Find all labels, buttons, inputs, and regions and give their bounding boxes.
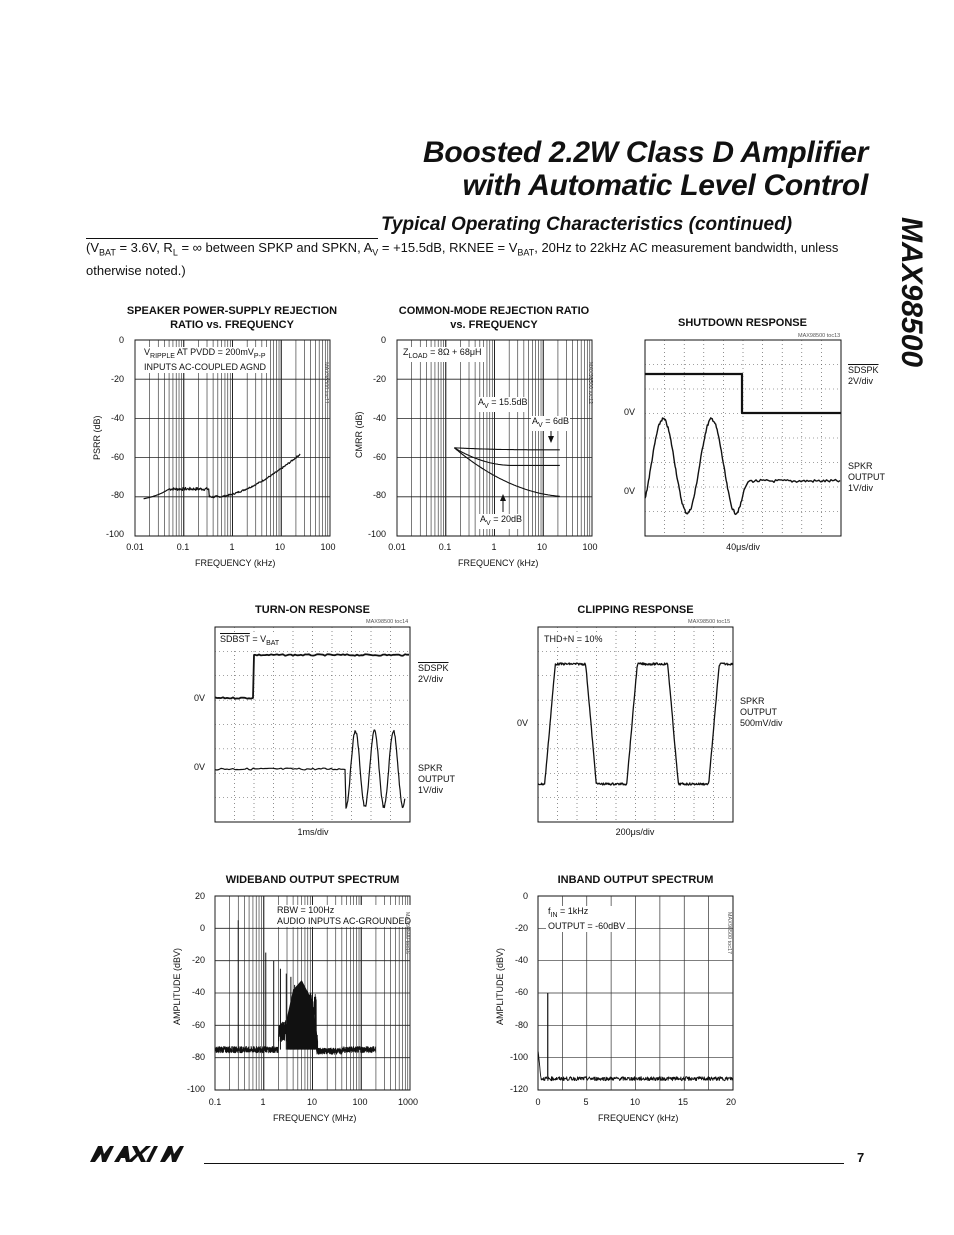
turnon-zero-1: 0V	[194, 693, 206, 703]
cmrr-ylabel: CMRR (dB)	[354, 411, 364, 458]
shutdown-timebase: 40μs/div	[726, 542, 760, 552]
turnon-scope	[215, 627, 410, 822]
cmrr-ytick: -20	[372, 374, 386, 384]
cmrr-xtick: 0.1	[438, 542, 452, 552]
cmrr-av-15-5db: $A_V = 15.5dB$	[478, 397, 528, 410]
psrr-xtick: 100	[320, 542, 336, 552]
sdspk-trace	[645, 374, 841, 413]
inband-note: $f_{IN} = 1kHz$ OUTPUT = -60dBV	[548, 906, 626, 931]
document-title	[423, 136, 868, 202]
side-part-number	[896, 215, 926, 405]
wideband-ytick: -60	[191, 1020, 205, 1030]
inband-ytick: -40	[514, 955, 528, 965]
cmrr-note: $Z_{LOAD} = 8\Omega + 68\mu H$	[403, 347, 482, 360]
clipping-zero: 0V	[517, 718, 529, 728]
wideband-ytick: -80	[191, 1052, 205, 1062]
clipping-chart-title: CLIPPING RESPONSE	[577, 604, 694, 616]
inband-xtick: 0	[535, 1097, 541, 1107]
turnon-chart-title: TURN-ON RESPONSE	[255, 604, 370, 616]
psrr-xlabel: FREQUENCY (kHz)	[195, 558, 276, 568]
cmrr-code: MAX98500 toc12	[587, 361, 594, 405]
psrr-ytick: -60	[110, 452, 124, 462]
psrr-ytick: -40	[110, 413, 124, 423]
shutdown-scope	[645, 340, 841, 536]
part-number: MAX98500	[895, 217, 928, 368]
shutdown-chart-title: SHUTDOWN RESPONSE	[678, 317, 807, 329]
psrr-note: $V_{RIPPLE}$ AT PVDD = $200mV_{P-P}$ INPUTS AC-COUPLED AGND	[144, 347, 267, 372]
inband-ytick: -80	[514, 1020, 528, 1030]
inband-chart-title: INBAND OUTPUT SPECTRUM	[557, 874, 714, 886]
cmrr-xlabel: FREQUENCY (kHz)	[458, 558, 539, 568]
cmrr-av-20db: $A_V = 20dB$	[480, 514, 522, 527]
switching-noise-band	[287, 980, 318, 1050]
inband-code: MAX98500 toc17	[726, 911, 733, 955]
turnon-ch2-label: SPKR OUTPUT 1V/div	[418, 763, 455, 795]
section-heading: Typical Operating Characteristics (continued)	[381, 214, 793, 235]
cmrr-xtick: 100	[582, 542, 598, 552]
inband-ytick: 0	[522, 891, 528, 901]
annotation-arrowhead	[500, 494, 506, 501]
cmrr-xtick: 10	[536, 542, 547, 552]
wideband-chart-title: WIDEBAND OUTPUT SPECTRUM	[225, 874, 400, 886]
psrr-ylabel: PSRR (dB)	[92, 415, 102, 460]
clipping-scope	[538, 627, 733, 822]
cmrr-ytick: 0	[380, 335, 386, 345]
speaker-output-trace	[645, 418, 840, 515]
shutdown-ch1-label: SDSPK 2V/div	[848, 365, 879, 386]
psrr-ytick: -80	[110, 490, 124, 500]
clipping-ch-label: SPKR OUTPUT 500mV/div	[740, 696, 783, 728]
inband-ytick: -60	[514, 987, 528, 997]
turnon-code: MAX98500 toc14	[366, 619, 409, 625]
maxim-logo	[88, 1142, 200, 1166]
inband-ytick: -100	[509, 1052, 528, 1062]
speaker-output-trace	[215, 730, 405, 808]
cmrr-curve-6db	[454, 448, 560, 466]
clipping-timebase: 200μs/div	[615, 827, 655, 837]
shutdown-ch2-label: SPKR OUTPUT 1V/div	[848, 461, 885, 493]
wideband-ytick: 0	[199, 923, 205, 933]
psrr-xtick: 1	[229, 542, 235, 552]
inband-xtick: 10	[629, 1097, 640, 1107]
inband-xlabel: FREQUENCY (kHz)	[598, 1113, 679, 1123]
inband-xtick: 15	[677, 1097, 688, 1107]
psrr-ytick: 0	[118, 335, 124, 345]
cmrr-av-6db: $A_V = 6dB$	[532, 416, 569, 429]
scope-frame	[645, 340, 841, 536]
title-line-2: with Automatic Level Control	[462, 169, 868, 202]
shutdown-code: MAX98500 toc13	[798, 333, 841, 339]
wideband-ylabel: AMPLITUDE (dBV)	[172, 947, 182, 1025]
conditions-note: ($V_{BAT} = 3.6V$, $R_L$ = ∞ between SPKP and SPKN, $A_V = +15.5dB$, RKNEE = $V_{BAT}$, 20Hz to 22kHz AC measurement bandwidth, unless otherwise noted.)	[86, 240, 839, 278]
psrr-xtick: 0.01	[126, 542, 144, 552]
cmrr-curve-20db	[454, 448, 560, 497]
cmrr-chart-title: COMMON-MODE REJECTION RATIO vs. FREQUENCY	[398, 305, 590, 331]
footer-rule	[204, 1163, 844, 1164]
wideband-xtick: 100	[352, 1097, 368, 1107]
wideband-ytick: -20	[191, 955, 205, 965]
turnon-zero-2: 0V	[194, 762, 206, 772]
wideband-xtick: 1	[260, 1097, 266, 1107]
psrr-chart-title: SPEAKER POWER-SUPPLY REJECTION RATIO vs. FREQUENCY	[126, 305, 338, 331]
annotation-arrowhead	[548, 436, 554, 443]
cmrr-ytick: -80	[372, 490, 386, 500]
wideband-code: MAX98500 toc16	[404, 911, 411, 955]
inband-xtick: 5	[583, 1097, 589, 1107]
scope-frame	[538, 627, 733, 822]
inband-ytick: -120	[509, 1084, 528, 1094]
psrr-xtick: 10	[274, 542, 285, 552]
turnon-timebase: 1ms/div	[297, 827, 329, 837]
cmrr-xtick: 1	[491, 542, 497, 552]
clipping-note: THD+N = 10%	[544, 634, 603, 644]
clipping-code: MAX98500 toc15	[688, 619, 731, 625]
psrr-ytick: -20	[110, 374, 124, 384]
wideband-ytick: -100	[186, 1084, 205, 1094]
psrr-ytick: -100	[105, 529, 124, 539]
inband-ylabel: AMPLITUDE (dBV)	[495, 947, 505, 1025]
sdspk-trace	[215, 654, 409, 698]
page-number: 7	[857, 1150, 865, 1165]
cmrr-curve-15-5db	[454, 448, 560, 450]
wideband-ytick: 20	[194, 891, 205, 901]
cmrr-ytick: -40	[372, 413, 386, 423]
title-line-1: Boosted 2.2W Class D Amplifier	[423, 136, 868, 169]
wideband-xtick: 1000	[397, 1097, 419, 1107]
shutdown-zero-2: 0V	[624, 486, 636, 496]
wideband-xtick: 0.1	[208, 1097, 222, 1107]
wideband-ytick: -40	[191, 987, 205, 997]
psrr-code: MAX98500 toc11	[322, 362, 329, 404]
cmrr-ytick: -60	[372, 452, 386, 462]
turnon-note: SDBST = $V_{BAT}$	[220, 634, 280, 647]
wideband-xlabel: FREQUENCY (MHz)	[273, 1113, 357, 1123]
cmrr-xtick: 0.01	[388, 542, 406, 552]
psrr-xtick: 0.1	[176, 542, 190, 552]
wideband-note: RBW = 100Hz AUDIO INPUTS AC-GROUNDED	[277, 905, 412, 926]
turnon-ch1-label: SDSPK 2V/div	[418, 663, 449, 684]
wideband-xtick: 10	[306, 1097, 317, 1107]
cmrr-ytick: -100	[367, 529, 386, 539]
inband-ytick: -20	[514, 923, 528, 933]
cmrr-plot	[397, 340, 592, 536]
inband-xtick: 20	[725, 1097, 736, 1107]
shutdown-zero-1: 0V	[624, 407, 636, 417]
